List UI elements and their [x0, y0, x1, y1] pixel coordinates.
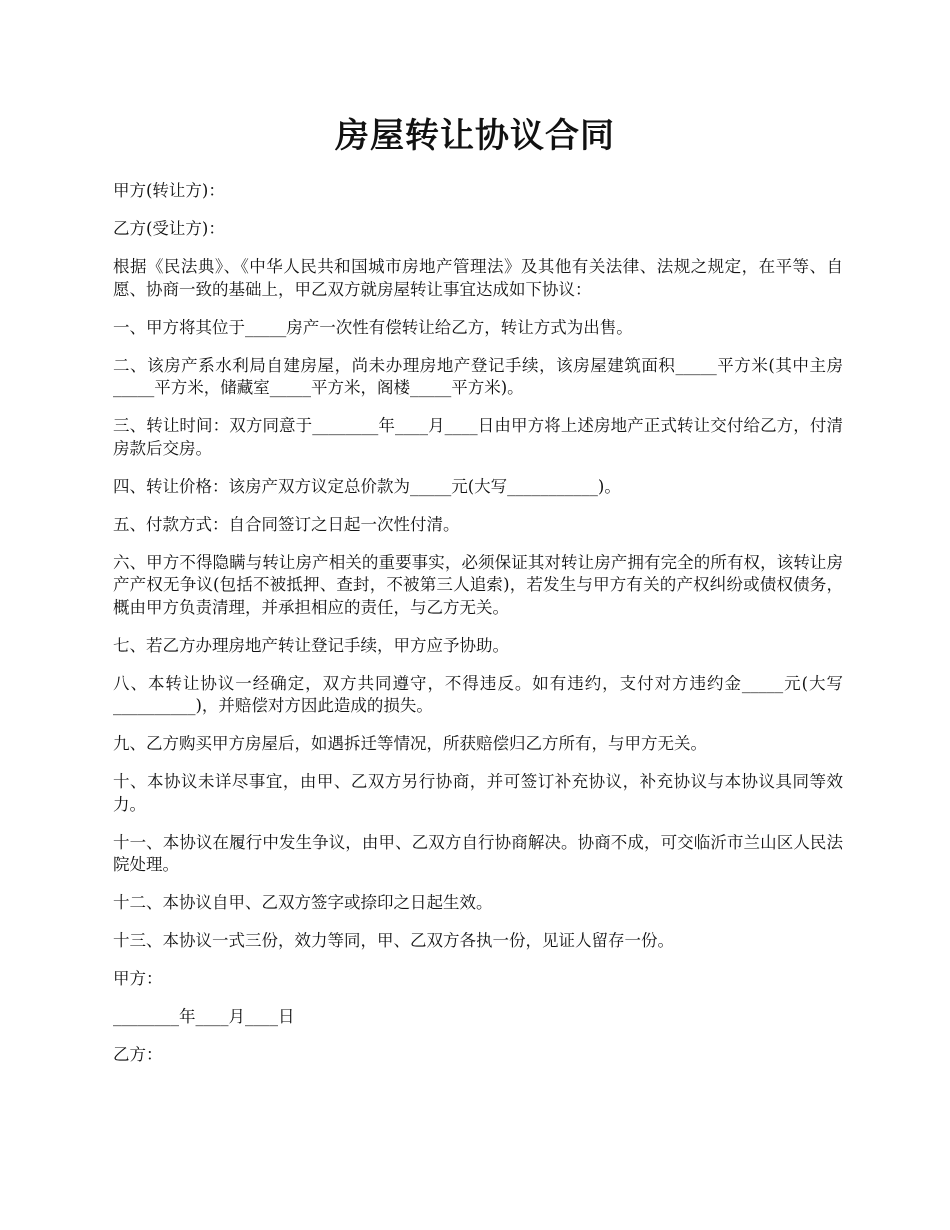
clause-6: 六、甲方不得隐瞒与转让房产相关的重要事实，必须保证其对转让房产拥有完全的所有权，该转让房产产权无争议(包括不被抵押、查封，不被第三人追索)，若发生与甲方有关的产权纠纷或债权债务，概由甲方负责清理，并承担相应的责任，与乙方无关。: [113, 552, 843, 617]
clause-2: 二、该房产系水利局自建房屋，尚未办理房地产登记手续，该房屋建筑面积_____平方米(其中主房_____平方米，储藏室_____平方米，阁楼_____平方米)。: [113, 355, 843, 397]
document-body: [113, 180, 843, 1082]
clause-4: 四、转让价格：该房产双方议定总价款为_____元(大写___________)。: [113, 476, 621, 496]
clause-13: 十三、本协议一式三份，效力等同，甲、乙双方各执一份，见证人留存一份。: [113, 931, 674, 950]
clause-11: 十一、本协议在履行中发生争议，由甲、乙双方自行协商解决。协商不成，可交临沂市兰山区人民法院处理。: [113, 832, 843, 874]
clause-7: 七、若乙方办理房地产转让登记手续，甲方应予协助。: [113, 635, 509, 655]
clause-1: 一、甲方将其位于_____房产一次性有偿转让给乙方，转让方式为出售。: [113, 317, 633, 337]
party-b-line: 乙方(受让方)：: [113, 219, 225, 238]
clause-9: 九、乙方购买甲方房屋后，如遇拆迁等情况，所获赔偿归乙方所有，与甲方无关。: [113, 734, 707, 753]
party-a-line: 甲方(转让方)：: [113, 181, 225, 200]
document-title: 房屋转让协议合同: [335, 116, 615, 156]
signature-party-a: 甲方：: [113, 969, 163, 988]
clause-12: 十二、本协议自甲、乙双方签字或捺印之日起生效。: [113, 893, 493, 912]
clause-3: 三、转让时间：双方同意于________年____月____日由甲方将上述房地产正式转让交付给乙方，付清房款后交房。: [113, 416, 843, 458]
clause-10: 十、本协议未详尽事宜，由甲、乙双方另行协商，并可签订补充协议，补充协议与本协议具同等效力。: [113, 772, 843, 814]
signature-party-b: 乙方：: [113, 1045, 163, 1064]
clause-5: 五、付款方式：自合同签订之日起一次性付清。: [113, 514, 460, 534]
signature-date: ________年____月____日: [113, 1007, 295, 1026]
preamble-paragraph: 根据《民法典》、《中华人民共和国城市房地产管理法》及其他有关法律、法规之规定，在平等、自愿、协商一致的基础上，甲乙双方就房屋转让事宜达成如下协议：: [113, 257, 843, 299]
clause-8: 八、本转让协议一经确定，双方共同遵守，不得违反。如有违约，支付对方违约金_____元(大写__________)，并赔偿对方因此造成的损失。: [113, 673, 843, 715]
